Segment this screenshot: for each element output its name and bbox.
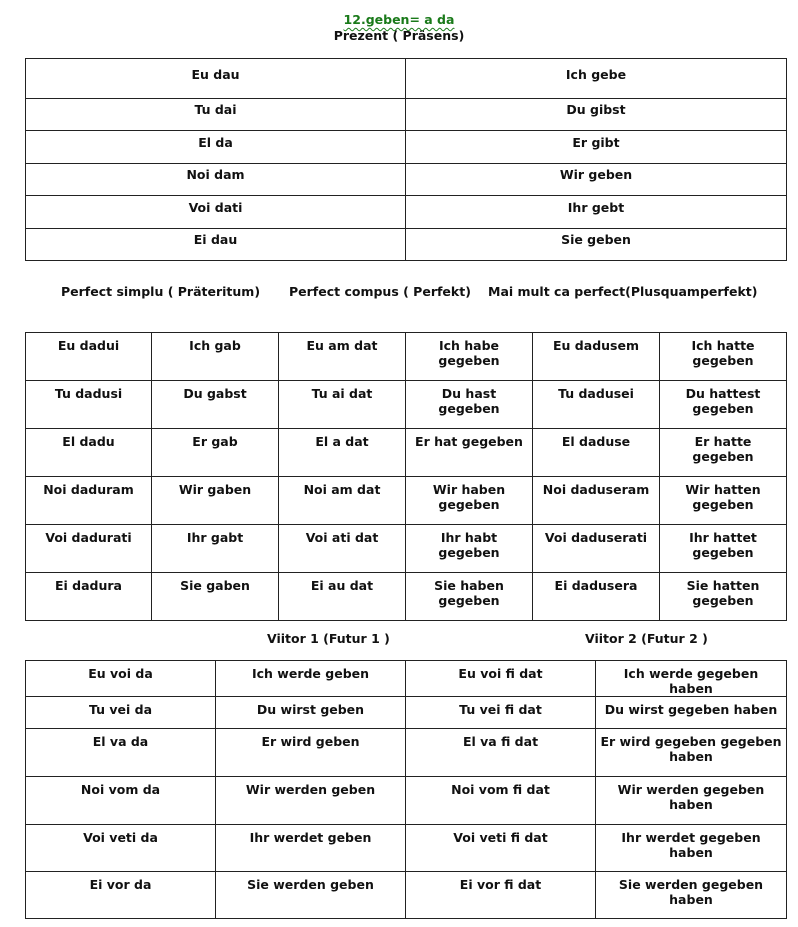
table-row [26, 825, 787, 872]
table-row [26, 164, 787, 196]
page-title: 12.geben= a da [343, 12, 455, 27]
past-compound-heading: Perfect compus ( Perfekt) [289, 284, 471, 299]
compound-ro-cell: El a dat [279, 429, 406, 477]
pluperfect-de-cell: Er hatte gegeben [660, 429, 787, 477]
present-de-cell: Du gibst [406, 99, 787, 131]
simple-ro-cell: Voi dadurati [26, 525, 152, 573]
present-tense-heading: Prezent ( Präsens) [333, 28, 465, 43]
simple-de-cell: Sie gaben [152, 573, 279, 621]
simple-de-cell: Wir gaben [152, 477, 279, 525]
future2-ro-cell: Eu voi fi dat [406, 661, 596, 697]
present-de-cell: Ich gebe [406, 59, 787, 99]
future2-heading: Viitor 2 (Futur 2 ) [585, 631, 708, 646]
table-row [26, 196, 787, 229]
compound-de-cell: Sie haben gegeben [406, 573, 533, 621]
present-de-cell: Er gibt [406, 131, 787, 164]
future2-ro-cell: El va fi dat [406, 729, 596, 777]
future2-de-cell: Er wird gegeben gegeben haben [596, 729, 787, 777]
table-row [26, 333, 787, 381]
pluperfect-de-cell: Wir hatten gegeben [660, 477, 787, 525]
pluperfect-ro-cell: Noi daduseram [533, 477, 660, 525]
present-tense-table [25, 58, 787, 261]
compound-ro-cell: Ei au dat [279, 573, 406, 621]
future1-ro-cell: Noi vom da [26, 777, 216, 825]
present-ro-cell: Eu dau [26, 59, 406, 99]
pluperfect-de-cell: Ich hatte gegeben [660, 333, 787, 381]
simple-de-cell: Er gab [152, 429, 279, 477]
pluperfect-ro-cell: El daduse [533, 429, 660, 477]
future1-de-cell: Sie werden geben [216, 872, 406, 919]
compound-de-cell: Ihr habt gegeben [406, 525, 533, 573]
future2-ro-cell: Noi vom fi dat [406, 777, 596, 825]
future2-ro-cell: Ei vor fi dat [406, 872, 596, 919]
pluperfect-heading: Mai mult ca perfect(Plusquamperfekt) [488, 284, 758, 299]
past-simple-heading: Perfect simplu ( Präteritum) [61, 284, 261, 299]
compound-de-cell: Er hat gegeben [406, 429, 533, 477]
future2-de-cell: Ich werde gegeben haben [596, 661, 787, 697]
compound-ro-cell: Tu ai dat [279, 381, 406, 429]
simple-de-cell: Du gabst [152, 381, 279, 429]
simple-ro-cell: Tu dadusi [26, 381, 152, 429]
present-ro-cell: El da [26, 131, 406, 164]
pluperfect-ro-cell: Tu dadusei [533, 381, 660, 429]
future2-de-cell: Sie werden gegeben haben [596, 872, 787, 919]
future1-ro-cell: Eu voi da [26, 661, 216, 697]
simple-ro-cell: Eu dadui [26, 333, 152, 381]
table-row [26, 59, 787, 99]
future1-de-cell: Ihr werdet geben [216, 825, 406, 872]
future2-de-cell: Du wirst gegeben haben [596, 697, 787, 729]
future1-heading: Viitor 1 (Futur 1 ) [267, 631, 390, 646]
compound-ro-cell: Noi am dat [279, 477, 406, 525]
future2-ro-cell: Voi veti fi dat [406, 825, 596, 872]
table-row [26, 729, 787, 777]
table-row [26, 525, 787, 573]
pluperfect-ro-cell: Voi daduserati [533, 525, 660, 573]
pluperfect-ro-cell: Ei dadusera [533, 573, 660, 621]
past-tenses-table [25, 332, 787, 621]
future1-ro-cell: El va da [26, 729, 216, 777]
compound-de-cell: Ich habe gegeben [406, 333, 533, 381]
present-ro-cell: Voi dati [26, 196, 406, 229]
future1-de-cell: Du wirst geben [216, 697, 406, 729]
table-row [26, 381, 787, 429]
table-row [26, 661, 787, 697]
table-row [26, 131, 787, 164]
table-row [26, 429, 787, 477]
table-row [26, 777, 787, 825]
future1-ro-cell: Ei vor da [26, 872, 216, 919]
future-tenses-table [25, 660, 787, 919]
future2-de-cell: Wir werden gegeben haben [596, 777, 787, 825]
table-row [26, 229, 787, 261]
future1-ro-cell: Tu vei da [26, 697, 216, 729]
pluperfect-de-cell: Du hattest gegeben [660, 381, 787, 429]
future1-ro-cell: Voi veti da [26, 825, 216, 872]
compound-ro-cell: Voi ati dat [279, 525, 406, 573]
future1-de-cell: Wir werden geben [216, 777, 406, 825]
pluperfect-de-cell: Ihr hattet gegeben [660, 525, 787, 573]
simple-de-cell: Ihr gabt [152, 525, 279, 573]
table-row [26, 697, 787, 729]
future1-de-cell: Ich werde geben [216, 661, 406, 697]
table-row [26, 99, 787, 131]
present-de-cell: Sie geben [406, 229, 787, 261]
present-de-cell: Wir geben [406, 164, 787, 196]
present-de-cell: Ihr gebt [406, 196, 787, 229]
compound-ro-cell: Eu am dat [279, 333, 406, 381]
simple-ro-cell: El dadu [26, 429, 152, 477]
present-ro-cell: Noi dam [26, 164, 406, 196]
table-row [26, 573, 787, 621]
table-row [26, 477, 787, 525]
present-ro-cell: Ei dau [26, 229, 406, 261]
future1-de-cell: Er wird geben [216, 729, 406, 777]
simple-de-cell: Ich gab [152, 333, 279, 381]
compound-de-cell: Du hast gegeben [406, 381, 533, 429]
table-row [26, 872, 787, 919]
present-ro-cell: Tu dai [26, 99, 406, 131]
simple-ro-cell: Noi daduram [26, 477, 152, 525]
future2-ro-cell: Tu vei fi dat [406, 697, 596, 729]
simple-ro-cell: Ei dadura [26, 573, 152, 621]
pluperfect-de-cell: Sie hatten gegeben [660, 573, 787, 621]
future2-de-cell: Ihr werdet gegeben haben [596, 825, 787, 872]
compound-de-cell: Wir haben gegeben [406, 477, 533, 525]
pluperfect-ro-cell: Eu dadusem [533, 333, 660, 381]
